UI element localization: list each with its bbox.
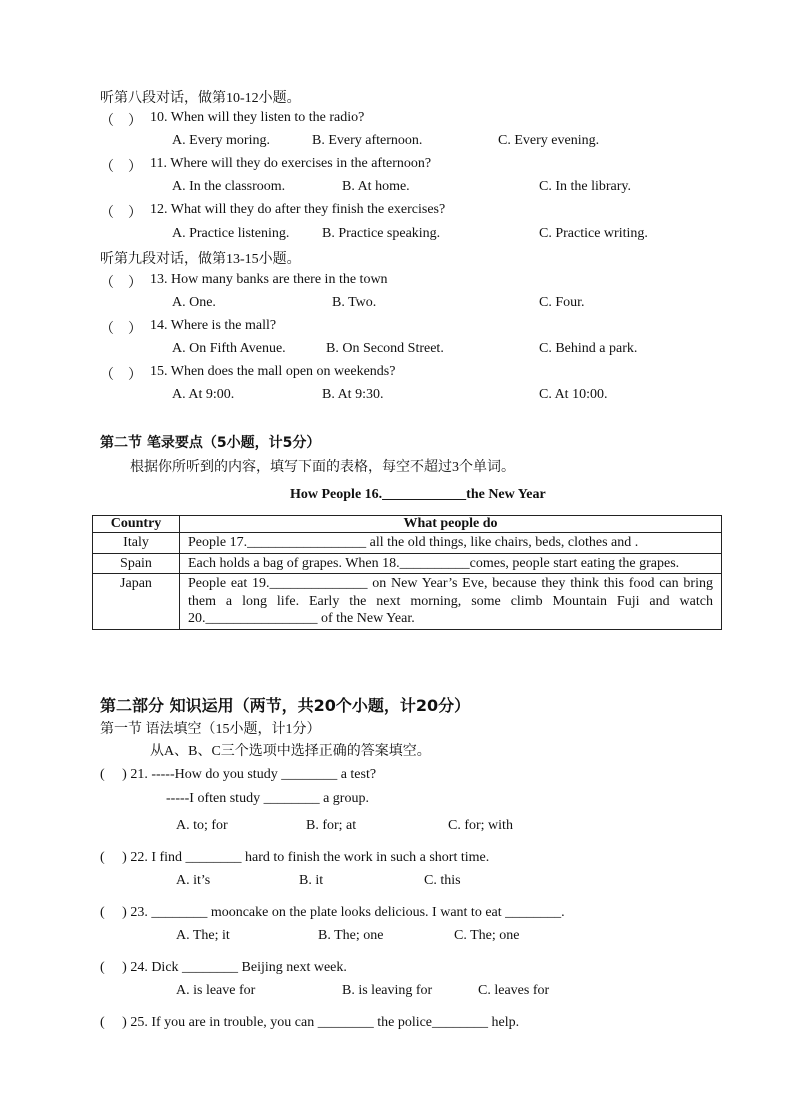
notes-table	[92, 515, 722, 630]
country-cell: Spain	[93, 553, 180, 574]
q15-option-c: C. At 10:00.	[539, 387, 608, 402]
country-cell: Italy	[93, 533, 180, 554]
q14-option-a: A. On Fifth Avenue.	[172, 341, 286, 356]
q21-option-a: A. to; for	[176, 818, 228, 833]
section-intro-part8: 听第八段对话，做第10-12小题。	[100, 91, 301, 106]
q10-option-a: A. Every moring.	[172, 133, 270, 148]
q14-option-c: C. Behind a park.	[539, 341, 638, 356]
question-13-stem: 13. How many banks are there in the town	[150, 272, 388, 287]
header-country: Country	[93, 516, 180, 533]
q24-option-b: B. is leaving for	[342, 983, 433, 998]
q23-option-a: A. The; it	[176, 928, 230, 943]
section-intro-part9: 听第九段对话，做第13-15小题。	[100, 252, 301, 267]
question-11-stem: 11. Where will they do exercises in the afternoon?	[150, 156, 432, 171]
q12-option-b: B. Practice speaking.	[322, 226, 441, 241]
q13-option-a: A. One.	[172, 295, 216, 310]
question-25: ( ) 25. If you are in trouble, you can ________ the police________ help.	[100, 1015, 520, 1030]
section-heading-grammar: 第一节 语法填空（15小题，计1分）	[100, 722, 321, 737]
question-bracket: （ ）	[100, 276, 142, 291]
question-22: ( ) 22. I find ________ hard to finish the work in such a short time.	[100, 850, 490, 865]
question-21-line2: -----I often study ________ a group.	[166, 791, 369, 806]
table-row	[93, 533, 722, 554]
q24-option-a: A. is leave for	[176, 983, 256, 998]
question-12-stem: 12. What will they do after they finish the exercises?	[150, 202, 446, 217]
header-what-people-do: What people do	[180, 516, 722, 533]
notes-table-title: How People 16.____________the New Year	[290, 487, 546, 502]
question-10-stem: 10. When will they listen to the radio?	[150, 110, 365, 125]
table-header-row	[93, 516, 722, 533]
q13-option-c: C. Four.	[539, 295, 585, 310]
question-23: ( ) 23. ________ mooncake on the plate looks delicious. I want to eat ________.	[100, 905, 565, 920]
part-heading-knowledge: 第二部分 知识运用（两节，共20个小题，计20分）	[100, 696, 471, 715]
question-14-stem: 14. Where is the mall?	[150, 318, 277, 333]
q24-option-c: C. leaves for	[478, 983, 550, 998]
question-21-line1: ( ) 21. -----How do you study ________ a test?	[100, 767, 377, 782]
question-bracket: （ ）	[100, 160, 142, 175]
q22-option-a: A. it’s	[176, 873, 211, 888]
table-row	[93, 553, 722, 574]
q11-option-c: C. In the library.	[539, 179, 632, 194]
country-cell: Japan	[93, 574, 180, 630]
q12-option-c: C. Practice writing.	[539, 226, 648, 241]
q13-option-b: B. Two.	[332, 295, 377, 310]
table-row	[93, 574, 722, 630]
q22-option-b: B. it	[299, 873, 324, 888]
q21-option-b: B. for; at	[306, 818, 357, 833]
question-bracket: （ ）	[100, 368, 142, 383]
grammar-instruction: 从A、B、C三个选项中选择正确的答案填空。	[150, 744, 431, 759]
question-bracket: （ ）	[100, 322, 142, 337]
activity-cell: People 17._________________ all the old things, like chairs, beds, clothes and .	[180, 533, 722, 554]
section-heading-notes: 第二节 笔录要点（5小题，计5分）	[100, 435, 321, 451]
activity-cell: People eat 19.______________ on New Year’s Eve, because they think this food can bring them a long life. Early the next morning, some climb Mountain Fuji and watch 20.________________ of the New Year.	[180, 574, 722, 630]
q15-option-a: A. At 9:00.	[172, 387, 235, 402]
activity-cell: Each holds a bag of grapes. When 18.__________comes, people start eating the grapes.	[180, 553, 722, 574]
question-15-stem: 15. When does the mall open on weekends?	[150, 364, 396, 379]
question-24: ( ) 24. Dick ________ Beijing next week.	[100, 960, 347, 975]
q11-option-b: B. At home.	[342, 179, 410, 194]
q15-option-b: B. At 9:30.	[322, 387, 384, 402]
q10-option-c: C. Every evening.	[498, 133, 600, 148]
q23-option-c: C. The; one	[454, 928, 520, 943]
q11-option-a: A. In the classroom.	[172, 179, 286, 194]
q22-option-c: C. this	[424, 873, 461, 888]
q21-option-c: C. for; with	[448, 818, 513, 833]
q12-option-a: A. Practice listening.	[172, 226, 290, 241]
q23-option-b: B. The; one	[318, 928, 384, 943]
question-bracket: （ ）	[100, 206, 142, 221]
notes-instruction: 根据你所听到的内容，填写下面的表格，每空不超过3个单词。	[130, 460, 515, 475]
q10-option-b: B. Every afternoon.	[312, 133, 423, 148]
question-bracket: （ ）	[100, 114, 142, 129]
q14-option-b: B. On Second Street.	[326, 341, 444, 356]
